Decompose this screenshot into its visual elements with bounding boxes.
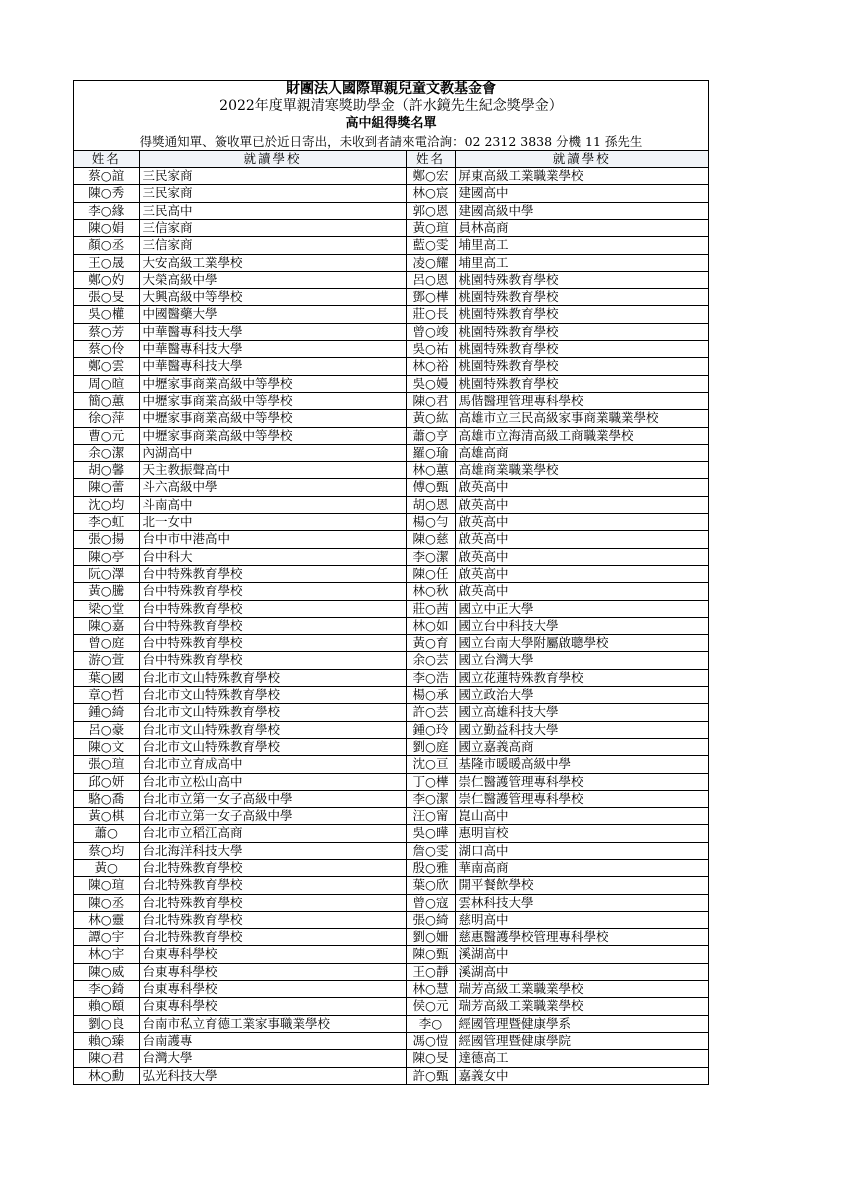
awardee-name-left: 邱○妍 <box>74 773 139 790</box>
awardee-name-left: 簡○蕙 <box>74 392 139 409</box>
school-name-left: 台中特殊教育學校 <box>139 565 406 582</box>
school-name-right: 嘉義女中 <box>455 1067 708 1084</box>
awardee-name-right: 林○裕 <box>406 358 455 375</box>
school-name-left: 台東專科學校 <box>139 963 406 980</box>
awardee-name-left: 章○哲 <box>74 687 139 704</box>
school-name-left: 台北市立第一女子高級中學 <box>139 808 406 825</box>
table-row <box>74 358 708 375</box>
school-name-right: 崇仁醫護管理專科學校 <box>455 773 708 790</box>
school-name-left: 台北特殊教育學校 <box>139 894 406 911</box>
table-row <box>74 911 708 928</box>
table-row <box>74 790 708 807</box>
table-row <box>74 738 708 755</box>
awardee-name-left: 劉○良 <box>74 1015 139 1032</box>
school-name-right: 經國管理暨健康學系 <box>455 1015 708 1032</box>
awardee-name-right: 莊○長 <box>406 306 455 323</box>
school-name-right: 桃園特殊教育學校 <box>455 306 708 323</box>
awardee-name-right: 許○甄 <box>406 1067 455 1084</box>
school-name-left: 大興高級中等學校 <box>139 289 406 306</box>
school-name-right: 啟英高中 <box>455 531 708 548</box>
school-name-left: 台北市文山特殊教育學校 <box>139 669 406 686</box>
school-name-left: 弘光科技大學 <box>139 1067 406 1084</box>
school-name-right: 桃園特殊教育學校 <box>455 341 708 358</box>
table-row <box>74 687 708 704</box>
school-name-left: 台北市文山特殊教育學校 <box>139 738 406 755</box>
awardee-name-left: 蔡○芳 <box>74 323 139 340</box>
awardee-name-left: 曾○庭 <box>74 635 139 652</box>
awardee-name-left: 林○靈 <box>74 911 139 928</box>
school-name-right: 高雄商業職業學校 <box>455 462 708 479</box>
awardee-name-left: 賴○頤 <box>74 998 139 1015</box>
school-name-right: 啟英高中 <box>455 548 708 565</box>
awardee-name-left: 李○錡 <box>74 981 139 998</box>
school-name-left: 台中特殊教育學校 <box>139 600 406 617</box>
table-row <box>74 271 708 288</box>
awardee-name-left: 林○宇 <box>74 946 139 963</box>
table-row <box>74 202 708 219</box>
awardee-name-left: 陳○丞 <box>74 894 139 911</box>
awardee-name-left: 張○旻 <box>74 289 139 306</box>
table-row <box>74 323 708 340</box>
school-name-left: 台北市立第一女子高級中學 <box>139 790 406 807</box>
table-row <box>74 669 708 686</box>
awardee-name-left: 蕭○ <box>74 825 139 842</box>
awardee-name-right: 郭○恩 <box>406 202 455 219</box>
table-row <box>74 1015 708 1032</box>
awardee-name-left: 胡○馨 <box>74 462 139 479</box>
table-row <box>74 185 708 202</box>
table-row <box>74 929 708 946</box>
school-name-right: 高雄市立三民高級家事商業職業學校 <box>455 410 708 427</box>
table-row <box>74 479 708 496</box>
school-name-left: 三民家商 <box>139 185 406 202</box>
awardee-name-right: 李○潔 <box>406 790 455 807</box>
awardee-name-left: 黃○騰 <box>74 583 139 600</box>
awardee-name-right: 陳○甄 <box>406 946 455 963</box>
school-name-left: 中壢家事商業高級中等學校 <box>139 392 406 409</box>
awardee-name-left: 蔡○伶 <box>74 341 139 358</box>
awardee-name-left: 曹○元 <box>74 427 139 444</box>
school-name-left: 中華醫專科技大學 <box>139 341 406 358</box>
school-name-left: 台北特殊教育學校 <box>139 911 406 928</box>
school-name-left: 台東專科學校 <box>139 981 406 998</box>
awardee-name-right: 吳○曄 <box>406 825 455 842</box>
table-row <box>74 168 708 185</box>
table-row <box>74 773 708 790</box>
table-row <box>74 946 708 963</box>
awardee-name-left: 駱○喬 <box>74 790 139 807</box>
table-row <box>74 842 708 859</box>
awardee-name-right: 鄭○宏 <box>406 168 455 185</box>
table-row <box>74 652 708 669</box>
table-row <box>74 963 708 980</box>
awardee-name-right: 藍○雯 <box>406 237 455 254</box>
awardee-name-right: 張○綺 <box>406 911 455 928</box>
awardee-name-right: 王○靜 <box>406 963 455 980</box>
awardee-name-left: 陳○威 <box>74 963 139 980</box>
table-row <box>74 1050 708 1067</box>
awardee-name-right: 沈○亘 <box>406 756 455 773</box>
school-name-right: 崑山高中 <box>455 808 708 825</box>
awardee-name-right: 楊○勻 <box>406 514 455 531</box>
table-row <box>74 462 708 479</box>
school-name-left: 斗南高中 <box>139 496 406 513</box>
school-name-left: 台北特殊教育學校 <box>139 877 406 894</box>
school-name-left: 北一女中 <box>139 514 406 531</box>
awardee-name-right: 黃○瑄 <box>406 220 455 237</box>
awardee-name-right: 呂○恩 <box>406 271 455 288</box>
school-name-left: 三信家商 <box>139 237 406 254</box>
school-name-right: 建國高中 <box>455 185 708 202</box>
awardee-name-left: 蔡○均 <box>74 842 139 859</box>
school-name-right: 雲林科技大學 <box>455 894 708 911</box>
table-header-row <box>74 150 708 167</box>
school-name-right: 華南高商 <box>455 859 708 876</box>
awardee-name-right: 凌○耀 <box>406 254 455 271</box>
school-name-left: 斗六高級中學 <box>139 479 406 496</box>
school-name-left: 大榮高級中學 <box>139 271 406 288</box>
awardee-name-left: 陳○娟 <box>74 220 139 237</box>
school-name-left: 台東專科學校 <box>139 946 406 963</box>
awardee-name-left: 陳○亭 <box>74 548 139 565</box>
awardee-name-right: 傅○甄 <box>406 479 455 496</box>
school-name-left: 台南市私立育德工業家事職業學校 <box>139 1015 406 1032</box>
awardee-table <box>74 150 708 1085</box>
school-name-right: 啟英高中 <box>455 514 708 531</box>
school-name-right: 開平餐飲學校 <box>455 877 708 894</box>
school-name-right: 國立中正大學 <box>455 600 708 617</box>
table-row <box>74 306 708 323</box>
awardee-name-left: 徐○萍 <box>74 410 139 427</box>
table-row <box>74 704 708 721</box>
awardee-name-left: 顏○丞 <box>74 237 139 254</box>
school-name-left: 中華醫專科技大學 <box>139 358 406 375</box>
table-row <box>74 1067 708 1084</box>
school-name-left: 台中特殊教育學校 <box>139 652 406 669</box>
school-name-right: 啟英高中 <box>455 565 708 582</box>
awardee-name-left: 陳○文 <box>74 738 139 755</box>
table-row <box>74 531 708 548</box>
school-name-right: 國立台中科技大學 <box>455 617 708 634</box>
table-row <box>74 565 708 582</box>
awardee-name-right: 陳○旻 <box>406 1050 455 1067</box>
table-row <box>74 341 708 358</box>
awardee-name-right: 陳○君 <box>406 392 455 409</box>
awardee-name-right: 羅○瑜 <box>406 444 455 461</box>
school-name-right: 高雄市立海清高級工商職業學校 <box>455 427 708 444</box>
column-header-school-right: 就讀學校 <box>455 150 708 167</box>
school-name-left: 台北市立稻江高商 <box>139 825 406 842</box>
awardee-name-right: 黃○紘 <box>406 410 455 427</box>
school-name-right: 達德高工 <box>455 1050 708 1067</box>
school-name-right: 國立勤益科技大學 <box>455 721 708 738</box>
school-name-left: 台灣大學 <box>139 1050 406 1067</box>
school-name-right: 啟英高中 <box>455 583 708 600</box>
school-name-left: 台中特殊教育學校 <box>139 583 406 600</box>
table-row <box>74 998 708 1015</box>
awardee-name-left: 周○暄 <box>74 375 139 392</box>
awardee-name-right: 曾○寇 <box>406 894 455 911</box>
contact-note: 得獎通知單、簽收單已於近日寄出，未收到者請來電洽詢：02 2312 3838 分機 11 孫先生 <box>139 133 643 149</box>
awardee-name-right: 葉○欣 <box>406 877 455 894</box>
awardee-name-right: 曾○竣 <box>406 323 455 340</box>
awardee-name-right: 黃○育 <box>406 635 455 652</box>
awardee-name-right: 李○ <box>406 1015 455 1032</box>
awardee-name-right: 余○芸 <box>406 652 455 669</box>
school-name-right: 國立台灣大學 <box>455 652 708 669</box>
awardee-name-left: 李○虹 <box>74 514 139 531</box>
awardee-name-left: 賴○臻 <box>74 1032 139 1049</box>
school-name-left: 中國醫藥大學 <box>139 306 406 323</box>
awardee-name-left: 張○揚 <box>74 531 139 548</box>
school-name-right: 慈明高中 <box>455 911 708 928</box>
table-row <box>74 756 708 773</box>
awardee-name-left: 蔡○誼 <box>74 168 139 185</box>
school-name-right: 桃園特殊教育學校 <box>455 289 708 306</box>
school-name-right: 埔里高工 <box>455 237 708 254</box>
school-name-left: 三信家商 <box>139 220 406 237</box>
awardee-name-left: 鄭○妁 <box>74 271 139 288</box>
column-header-name-right: 姓名 <box>406 150 455 167</box>
school-name-left: 台北市文山特殊教育學校 <box>139 721 406 738</box>
awardee-name-right: 陳○任 <box>406 565 455 582</box>
awardee-name-left: 陳○君 <box>74 1050 139 1067</box>
school-name-left: 台北特殊教育學校 <box>139 929 406 946</box>
school-name-right: 湖口高中 <box>455 842 708 859</box>
awardee-name-right: 許○芸 <box>406 704 455 721</box>
awardee-name-right: 鍾○玲 <box>406 721 455 738</box>
awardee-name-right: 馮○愷 <box>406 1032 455 1049</box>
awardee-name-right: 林○蕙 <box>406 462 455 479</box>
school-name-left: 台北特殊教育學校 <box>139 859 406 876</box>
school-name-left: 內湖高中 <box>139 444 406 461</box>
awardee-name-right: 鄧○樺 <box>406 289 455 306</box>
school-name-right: 桃園特殊教育學校 <box>455 375 708 392</box>
awardee-name-right: 吳○祐 <box>406 341 455 358</box>
school-name-left: 台北海洋科技大學 <box>139 842 406 859</box>
school-name-right: 桃園特殊教育學校 <box>455 358 708 375</box>
school-name-left: 台北市立育成高中 <box>139 756 406 773</box>
school-name-left: 台北市立松山高中 <box>139 773 406 790</box>
school-name-left: 天主教振聲高中 <box>139 462 406 479</box>
table-row <box>74 583 708 600</box>
table-row <box>74 392 708 409</box>
table-row <box>74 254 708 271</box>
awardee-name-left: 沈○均 <box>74 496 139 513</box>
awardee-name-left: 黃○ <box>74 859 139 876</box>
table-row <box>74 859 708 876</box>
school-name-right: 桃園特殊教育學校 <box>455 323 708 340</box>
awardee-name-left: 余○潔 <box>74 444 139 461</box>
school-name-right: 溪湖高中 <box>455 946 708 963</box>
awardee-name-right: 胡○恩 <box>406 496 455 513</box>
school-name-right: 經國管理暨健康學院 <box>455 1032 708 1049</box>
awardee-name-right: 林○如 <box>406 617 455 634</box>
school-name-left: 台中特殊教育學校 <box>139 617 406 634</box>
awardee-name-left: 林○勳 <box>74 1067 139 1084</box>
table-row <box>74 427 708 444</box>
awardee-name-right: 汪○甯 <box>406 808 455 825</box>
awardee-name-left: 張○瑄 <box>74 756 139 773</box>
school-name-right: 溪湖高中 <box>455 963 708 980</box>
awardee-name-left: 吳○權 <box>74 306 139 323</box>
awardee-name-left: 呂○豪 <box>74 721 139 738</box>
awardee-name-right: 丁○樺 <box>406 773 455 790</box>
awardee-name-right: 林○秋 <box>406 583 455 600</box>
school-name-right: 國立政治大學 <box>455 687 708 704</box>
awardee-name-right: 詹○雯 <box>406 842 455 859</box>
awardee-name-right: 蕭○亨 <box>406 427 455 444</box>
award-list-document <box>73 80 709 1085</box>
table-row <box>74 808 708 825</box>
school-name-left: 台中科大 <box>139 548 406 565</box>
document-title: 2022年度單親清寒獎助學金（許水鏡先生紀念獎學金） <box>219 98 563 115</box>
awardee-name-right: 劉○姍 <box>406 929 455 946</box>
school-name-left: 中壢家事商業高級中等學校 <box>139 427 406 444</box>
school-name-right: 瑞芳高級工業職業學校 <box>455 981 708 998</box>
table-row <box>74 289 708 306</box>
school-name-right: 慈惠醫護學校管理專科學校 <box>455 929 708 946</box>
table-row <box>74 1032 708 1049</box>
awardee-name-right: 林○宸 <box>406 185 455 202</box>
school-name-right: 崇仁醫護管理專科學校 <box>455 790 708 807</box>
school-name-left: 中壢家事商業高級中等學校 <box>139 375 406 392</box>
school-name-right: 馬偕醫理管理專科學校 <box>455 392 708 409</box>
awardee-name-right: 李○浩 <box>406 669 455 686</box>
school-name-left: 大安高級工業學校 <box>139 254 406 271</box>
awardee-name-left: 陳○嘉 <box>74 617 139 634</box>
awardee-name-right: 劉○庭 <box>406 738 455 755</box>
school-name-right: 建國高級中學 <box>455 202 708 219</box>
table-row <box>74 600 708 617</box>
awardee-name-left: 陳○瑄 <box>74 877 139 894</box>
awardee-name-right: 楊○承 <box>406 687 455 704</box>
school-name-left: 三民家商 <box>139 168 406 185</box>
table-row <box>74 237 708 254</box>
awardee-name-left: 譚○宇 <box>74 929 139 946</box>
table-row <box>74 375 708 392</box>
school-name-right: 啟英高中 <box>455 479 708 496</box>
table-row <box>74 410 708 427</box>
table-row <box>74 825 708 842</box>
table-row <box>74 514 708 531</box>
awardee-name-left: 陳○蕾 <box>74 479 139 496</box>
awardee-name-left: 阮○澤 <box>74 565 139 582</box>
table-row <box>74 721 708 738</box>
table-row <box>74 877 708 894</box>
school-name-left: 台南護專 <box>139 1032 406 1049</box>
school-name-right: 埔里高工 <box>455 254 708 271</box>
table-row <box>74 635 708 652</box>
table-row <box>74 617 708 634</box>
table-row <box>74 548 708 565</box>
table-row <box>74 981 708 998</box>
awardee-name-right: 陳○慈 <box>406 531 455 548</box>
school-name-left: 中壢家事商業高級中等學校 <box>139 410 406 427</box>
awardee-name-left: 鄭○雲 <box>74 358 139 375</box>
school-name-right: 瑞芳高級工業職業學校 <box>455 998 708 1015</box>
column-header-name-left: 姓名 <box>74 150 139 167</box>
awardee-name-left: 鍾○綺 <box>74 704 139 721</box>
awardee-name-right: 李○潔 <box>406 548 455 565</box>
awardee-name-left: 游○萱 <box>74 652 139 669</box>
school-name-right: 啟英高中 <box>455 496 708 513</box>
school-name-left: 中華醫專科技大學 <box>139 323 406 340</box>
school-name-right: 桃園特殊教育學校 <box>455 271 708 288</box>
awardee-name-right: 林○慧 <box>406 981 455 998</box>
school-name-left: 三民高中 <box>139 202 406 219</box>
school-name-right: 基隆市暖暖高級中學 <box>455 756 708 773</box>
school-name-right: 員林高商 <box>455 220 708 237</box>
awardee-name-right: 殷○雅 <box>406 859 455 876</box>
school-name-right: 國立花蓮特殊教育學校 <box>455 669 708 686</box>
school-name-right: 高雄高商 <box>455 444 708 461</box>
school-name-left: 台北市文山特殊教育學校 <box>139 704 406 721</box>
school-name-right: 國立高雄科技大學 <box>455 704 708 721</box>
school-name-left: 台東專科學校 <box>139 998 406 1015</box>
awardee-name-left: 梁○堂 <box>74 600 139 617</box>
school-name-right: 國立台南大學附屬啟聰學校 <box>455 635 708 652</box>
school-name-right: 惠明盲校 <box>455 825 708 842</box>
awardee-name-right: 吳○嫚 <box>406 375 455 392</box>
school-name-right: 屏東高級工業職業學校 <box>455 168 708 185</box>
table-row <box>74 496 708 513</box>
school-name-left: 台中市中港高中 <box>139 531 406 548</box>
school-name-left: 台中特殊教育學校 <box>139 635 406 652</box>
awardee-name-left: 黃○棋 <box>74 808 139 825</box>
awardee-name-left: 陳○秀 <box>74 185 139 202</box>
awardee-name-right: 侯○元 <box>406 998 455 1015</box>
awardee-name-right: 莊○茜 <box>406 600 455 617</box>
table-row <box>74 220 708 237</box>
awardee-name-left: 李○緣 <box>74 202 139 219</box>
table-row <box>74 444 708 461</box>
organization-name: 財團法人國際單親兒童文教基金會 <box>286 81 496 97</box>
school-name-left: 台北市文山特殊教育學校 <box>139 687 406 704</box>
awardee-name-left: 葉○國 <box>74 669 139 686</box>
school-name-right: 國立嘉義高商 <box>455 738 708 755</box>
awardee-name-left: 王○晟 <box>74 254 139 271</box>
column-header-school-left: 就讀學校 <box>139 150 406 167</box>
table-row <box>74 894 708 911</box>
group-title: 高中組得獎名單 <box>345 116 437 132</box>
